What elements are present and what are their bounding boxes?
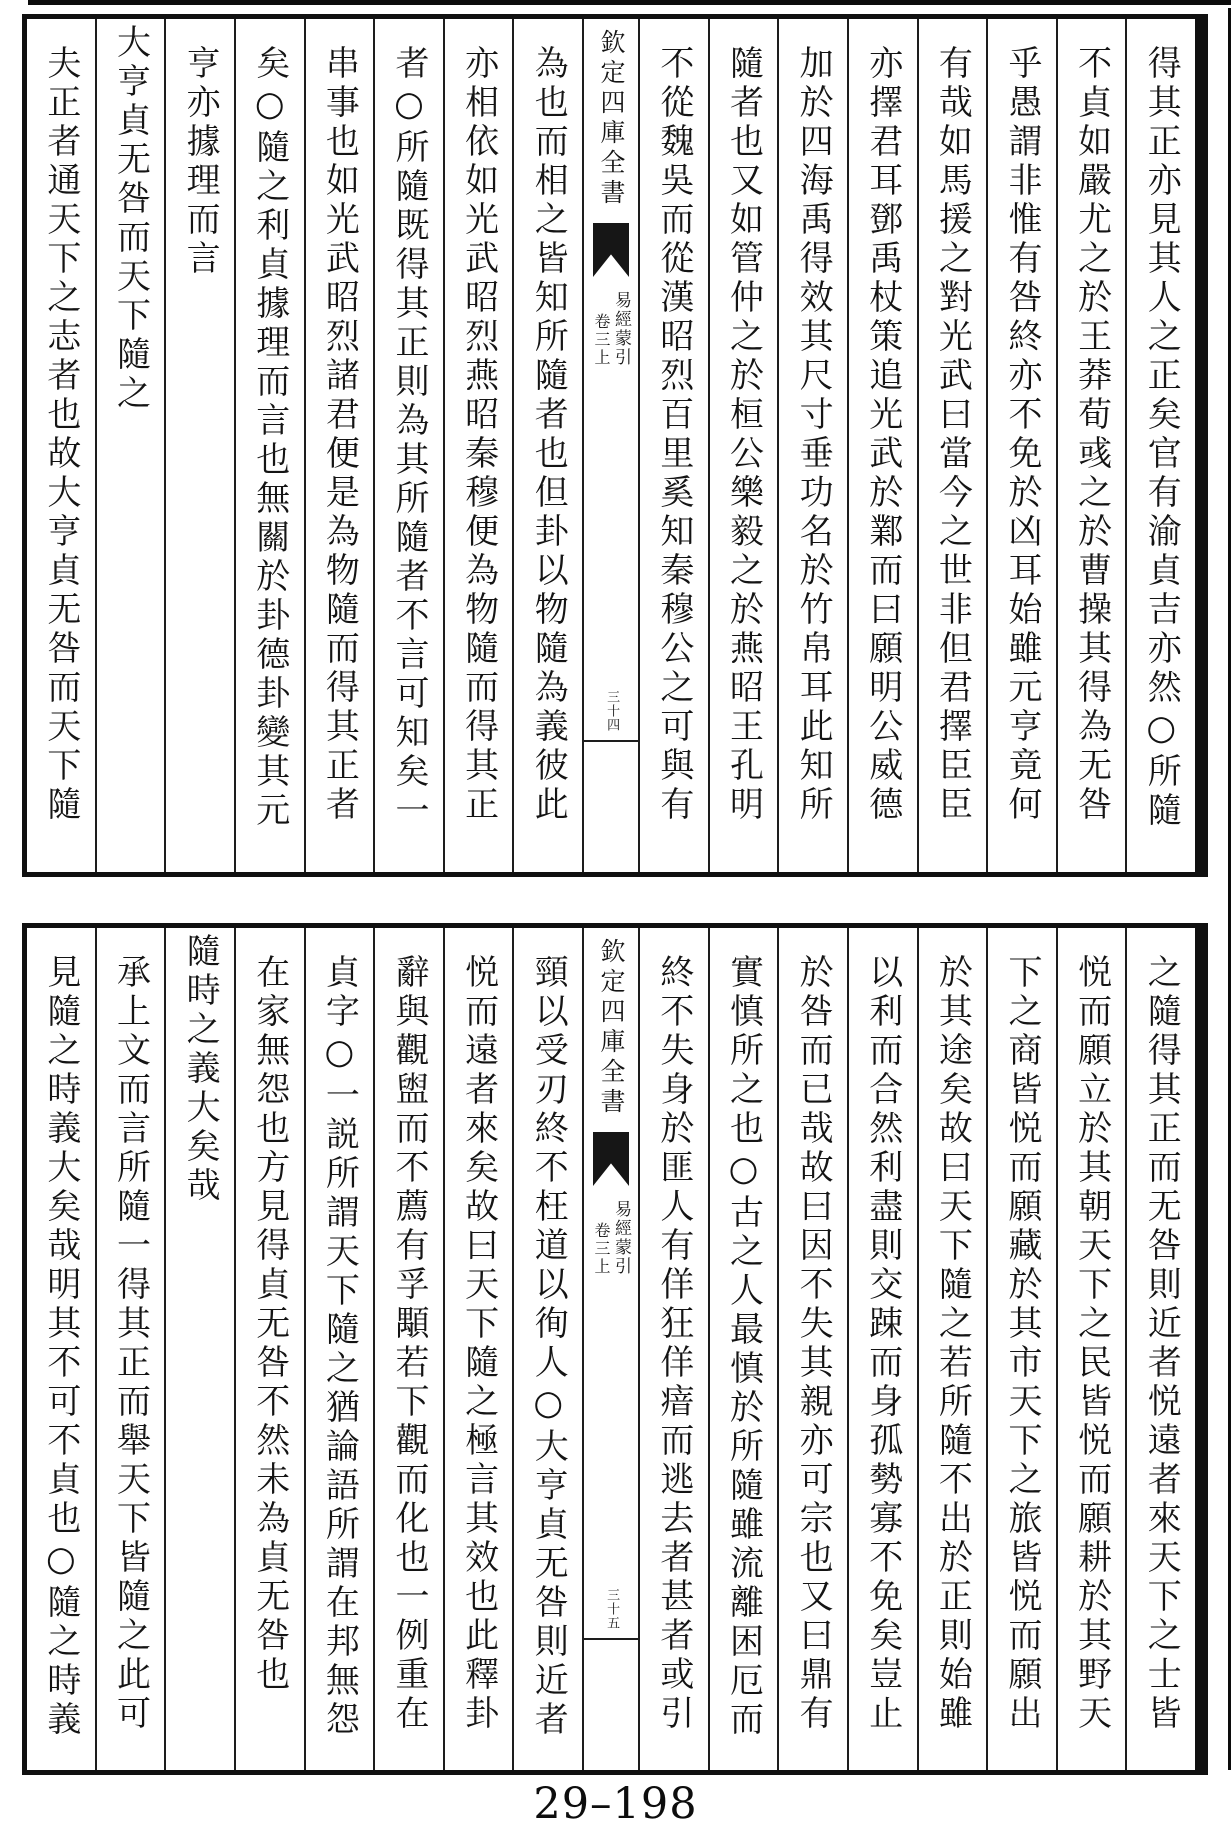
- column-text: 為也而相之皆知所隨者也但卦以物隨為義彼此: [528, 45, 569, 825]
- column-text: 在家無怨也方見得貞无咎不然未為貞无咎也: [249, 954, 290, 1695]
- text-block-bottom: [22, 923, 1208, 1775]
- commentary-column: [443, 19, 513, 872]
- fishtail-ornament-icon: [593, 223, 629, 277]
- column-text: 以利而合然利盡則交踈而身孤勢寡不免矣豈止: [862, 954, 903, 1734]
- column-text: 亦相依如光武昭烈燕昭秦穆便為物隨而得其正: [458, 45, 499, 825]
- column-text: 亦擇君耳鄧禹杖策追光武於鄴而曰願明公威德: [862, 45, 903, 825]
- commentary-column: [27, 928, 95, 1770]
- commentary-column: [1056, 928, 1126, 1770]
- center-strip: [582, 19, 638, 872]
- column-text: 得其正亦見其人之正矣官有渝貞吉亦然○所隨: [1141, 45, 1182, 831]
- column-text: 不從魏吳而從漢昭烈百里奚知秦穆公之可與有: [653, 45, 694, 825]
- commentary-column: [304, 19, 374, 872]
- commentary-column: [373, 19, 443, 872]
- commentary-column: [708, 928, 778, 1770]
- column-text: 下之商皆悦而願藏於其市天下之旅皆悦而願出: [1001, 954, 1042, 1734]
- column-text: 大亨貞无咎而天下隨之: [110, 24, 151, 414]
- column-text: 於咎而已哉故曰因不失其親亦可宗也又曰鼎有: [793, 954, 834, 1734]
- columns-container: [27, 19, 1195, 872]
- commentary-column: [234, 928, 304, 1770]
- scan-edge-top: [28, 0, 1231, 5]
- column-text: 終不失身於匪人有佯狂佯瘖而逃去者甚者或引: [653, 954, 694, 1734]
- chapter-label: 卷三上: [592, 313, 611, 367]
- column-text: 實慎所之也○古之人最慎於所隨雖流離困厄而: [723, 954, 764, 1740]
- column-text: 辭與觀盥而不薦有孚顒若下觀而化也一例重在: [388, 954, 429, 1734]
- siku-quanshu-title: 欽定四庫全書: [597, 938, 626, 1118]
- column-text: 承上文而言所隨一得其正而舉天下皆隨之此可: [110, 954, 151, 1734]
- scripture-column: [164, 928, 234, 1770]
- siku-quanshu-title: 欽定四庫全書: [597, 29, 626, 209]
- folio-rule: [584, 740, 638, 742]
- banxin-subtitles: [584, 1200, 638, 1276]
- commentary-column: [95, 928, 165, 1770]
- column-text: 於其途矣故曰天下隨之若所隨不出於正則始雖: [932, 954, 973, 1734]
- column-text: 夫正者通天下之志者也故大亨貞无咎而天下隨: [40, 45, 81, 825]
- commentary-column: [777, 19, 847, 872]
- column-text: 頸以受刃終不枉道以徇人○大亨貞无咎則近者: [528, 954, 569, 1740]
- chapter-label: 卷三上: [592, 1222, 611, 1276]
- column-text: 悦而願立於其朝天下之民皆悦而願耕於其野天: [1071, 954, 1112, 1734]
- commentary-column: [234, 19, 304, 872]
- commentary-column: [27, 19, 95, 872]
- banxin-subtitles: [584, 291, 638, 367]
- commentary-column: [986, 928, 1056, 1770]
- commentary-column: [638, 928, 708, 1770]
- commentary-column: [373, 928, 443, 1770]
- columns-container: [27, 928, 1195, 1770]
- commentary-column: [917, 928, 987, 1770]
- commentary-column: [512, 928, 582, 1770]
- commentary-column: [1125, 19, 1195, 872]
- commentary-column: [847, 928, 917, 1770]
- book-title: 易經蒙引: [611, 291, 631, 367]
- catalog-page-number: 29–198: [533, 1779, 698, 1829]
- column-text: 隨者也又如管仲之於桓公樂毅之於燕昭王孔明: [723, 45, 764, 825]
- column-text: 悦而遠者來矣故曰天下隨之極言其效也此釋卦: [458, 954, 499, 1734]
- column-text: 之隨得其正而无咎則近者悦遠者來天下之士皆: [1141, 954, 1182, 1734]
- text-block-top: [22, 14, 1208, 877]
- commentary-column: [304, 928, 374, 1770]
- column-text: 見隨之時義大矣哉明其不可不貞也○隨之時義: [40, 954, 81, 1740]
- commentary-column: [443, 928, 513, 1770]
- commentary-column: [1056, 19, 1126, 872]
- column-text: 串事也如光武昭烈諸君便是為物隨而得其正者: [319, 45, 360, 825]
- column-text: 亨亦據理而言: [180, 45, 221, 279]
- column-text: 不貞如嚴尤之於王莽荀彧之於曹操其得為无咎: [1071, 45, 1112, 825]
- column-text: 加於四海禹得效其尺寸垂功名於竹帛耳此知所: [793, 45, 834, 825]
- commentary-column: [1125, 928, 1195, 1770]
- column-text: 者○所隨既得其正則為其所隨者不言可知矣一: [388, 45, 429, 831]
- book-title: 易經蒙引: [611, 1200, 631, 1276]
- column-text: 矣○隨之利貞據理而言也無關於卦德卦變其元: [249, 45, 290, 831]
- folio-number: 三十四: [604, 690, 620, 732]
- commentary-column: [708, 19, 778, 872]
- center-strip: [582, 928, 638, 1770]
- folio-number: 三十五: [604, 1588, 620, 1630]
- commentary-column: [164, 19, 234, 872]
- commentary-column: [986, 19, 1056, 872]
- column-text: 貞字○一説所謂天下隨之猶論語所謂在邦無怨: [319, 954, 360, 1740]
- commentary-column: [847, 19, 917, 872]
- fishtail-ornament-icon: [593, 1132, 629, 1186]
- column-text: 有哉如馬援之對光武曰當今之世非但君擇臣臣: [932, 45, 973, 825]
- commentary-column: [917, 19, 987, 872]
- folio-rule: [584, 1638, 638, 1640]
- commentary-column: [777, 928, 847, 1770]
- column-text: 乎愚謂非惟有咎終亦不免於凶耳始雖元亨竟何: [1001, 45, 1042, 825]
- commentary-column: [512, 19, 582, 872]
- scripture-column: [95, 19, 165, 872]
- commentary-column: [638, 19, 708, 872]
- column-text: 隨時之義大矣哉: [180, 933, 221, 1206]
